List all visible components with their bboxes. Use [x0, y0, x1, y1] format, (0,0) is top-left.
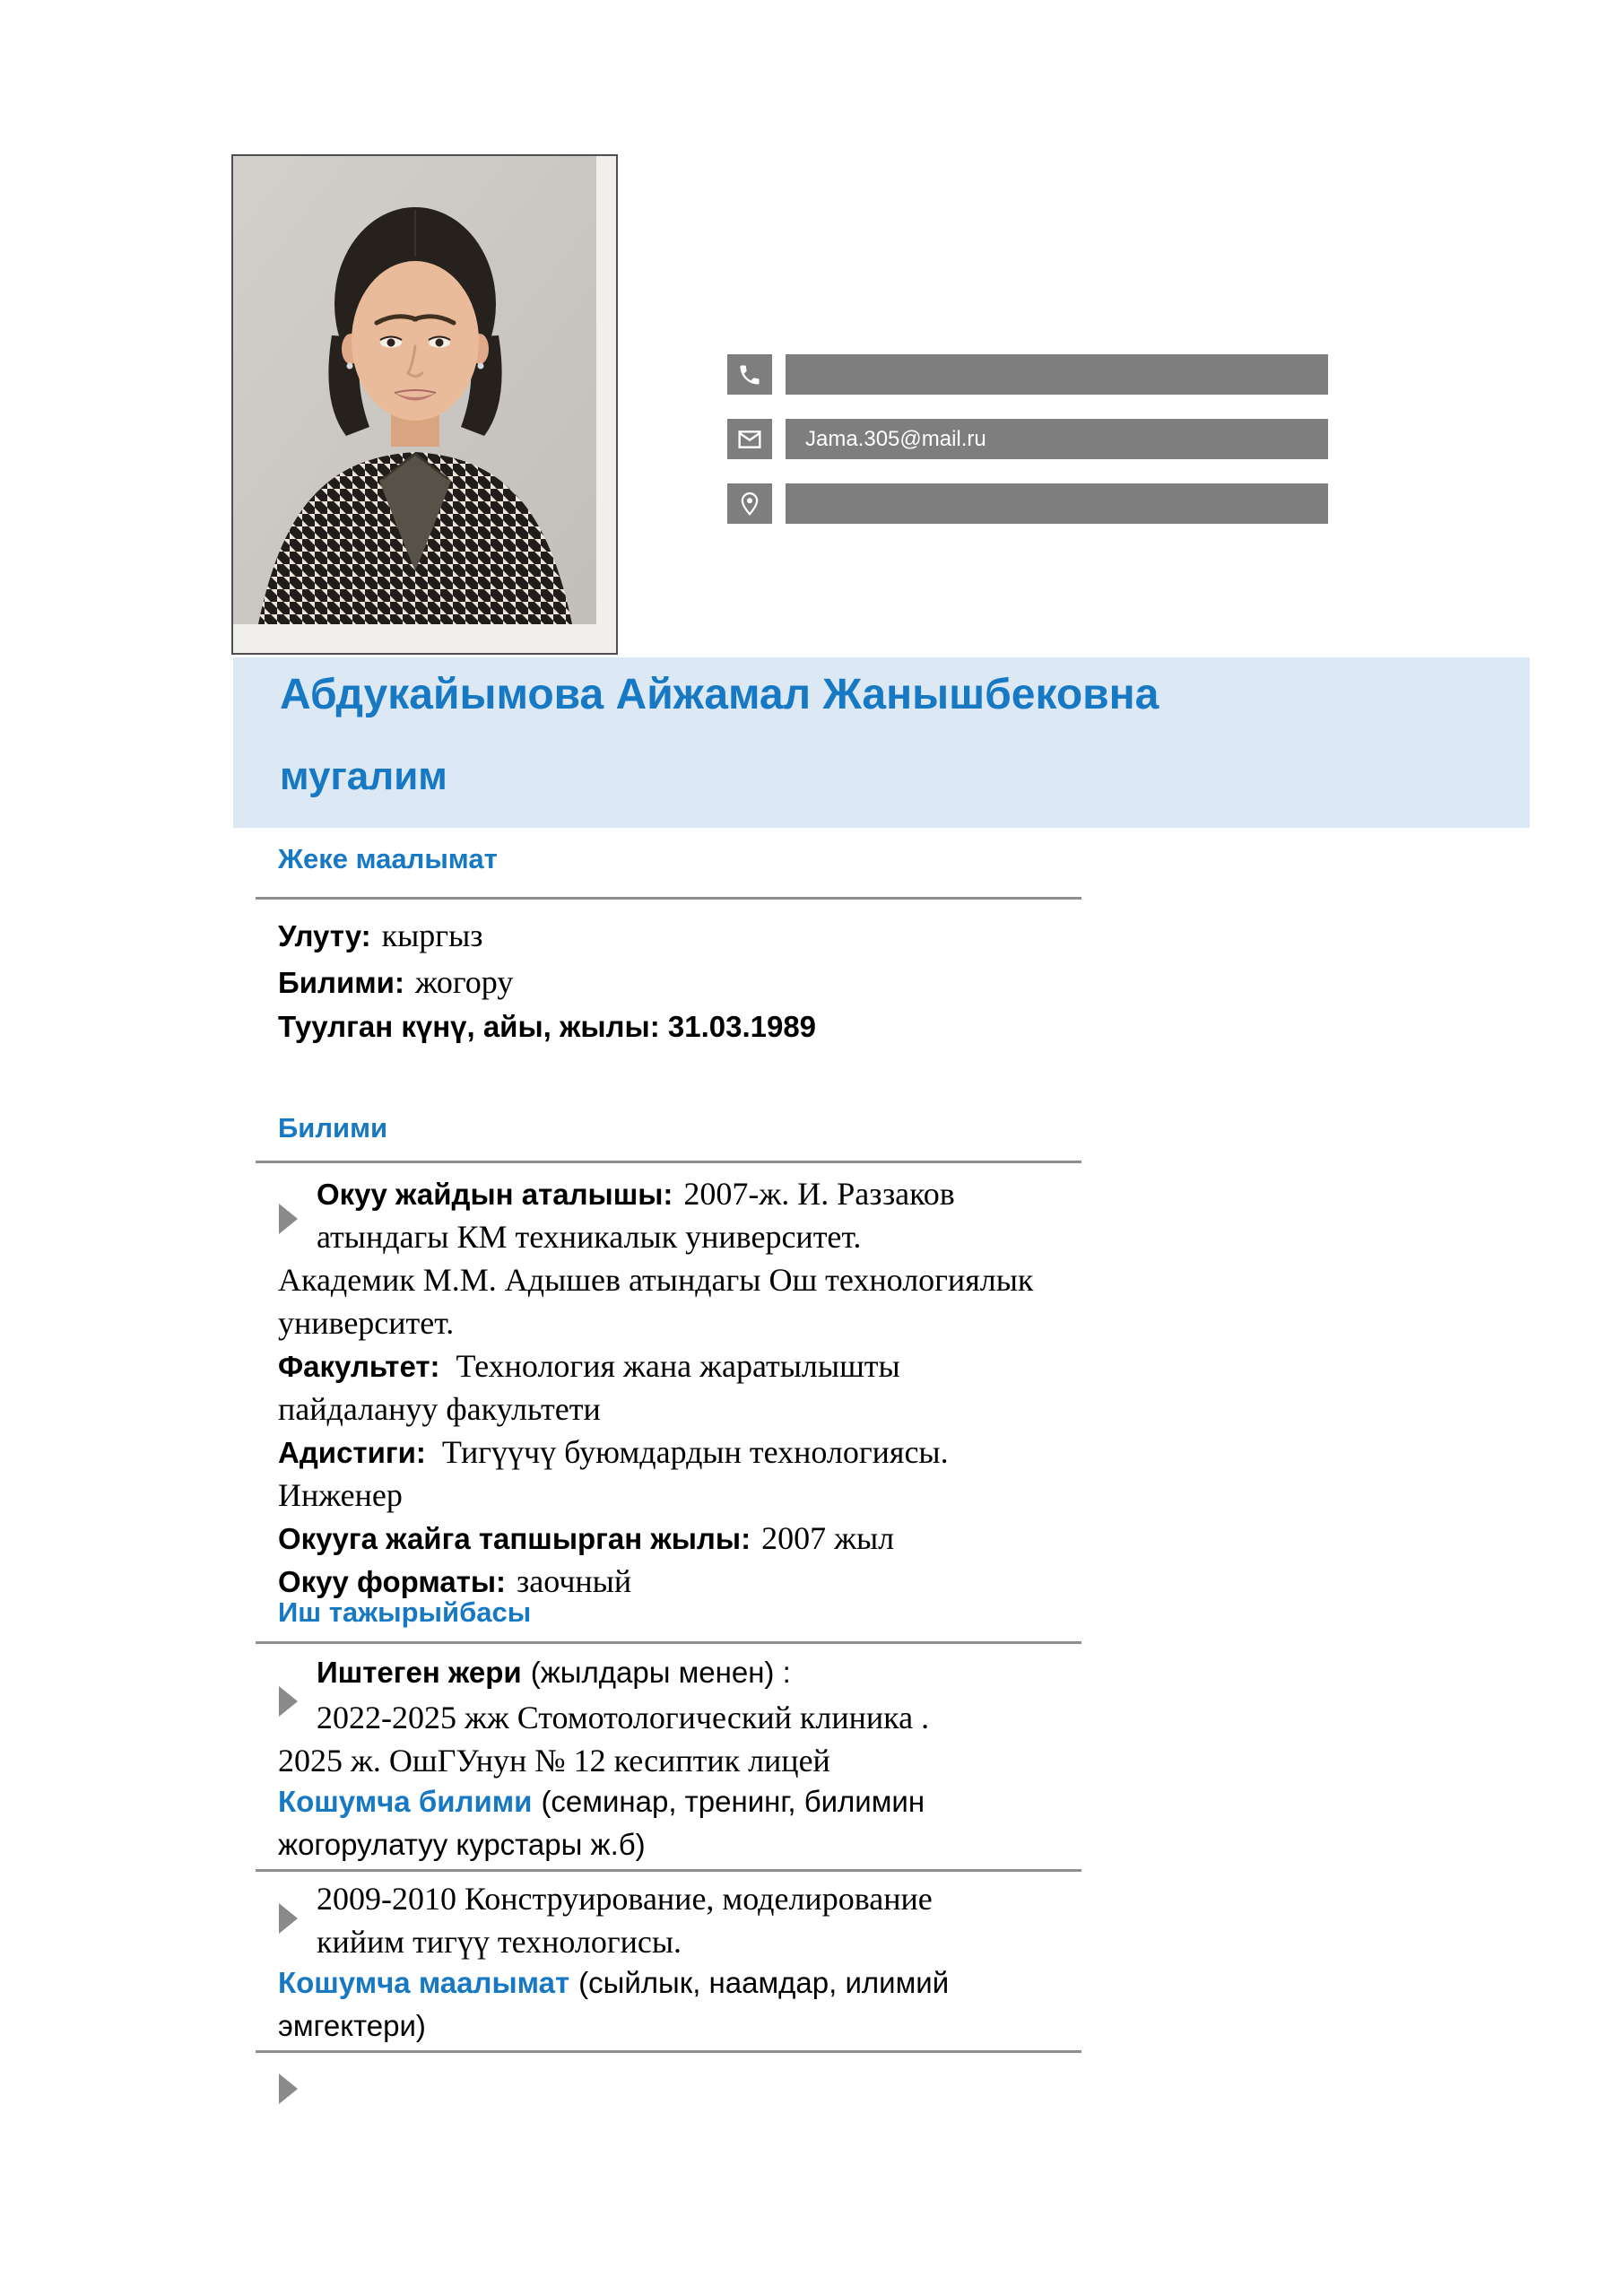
- field-note: (семинар, тренинг, билимин: [541, 1785, 925, 1818]
- field-note: (сыйлык, наамдар, илимий: [578, 1966, 950, 1999]
- field-label: Билими:: [278, 966, 404, 999]
- education-line: атындагы КМ техникалык университет.: [317, 1219, 862, 1255]
- work-line: 2025 ж. ОшГУнун № 12 кесиптик лицей: [278, 1743, 830, 1779]
- education-line: [278, 1347, 900, 1385]
- education-line: пайдалануу факультети: [278, 1391, 601, 1427]
- personal-row: [278, 963, 513, 1001]
- extra-info-line: эмгектери): [278, 2009, 426, 2042]
- course-line: кийим тигүү технологисы.: [317, 1924, 682, 1960]
- field-value: кыргыз: [381, 918, 483, 953]
- education-line: [317, 1175, 955, 1213]
- field-label: Факультет:: [278, 1350, 440, 1383]
- email-value-bar: Jama.305@mail.ru: [786, 419, 1328, 459]
- course-line: 2009-2010 Конструирование, моделирование: [317, 1881, 933, 1917]
- subheading-extra-education: Кошумча билими: [278, 1785, 533, 1818]
- field-value: Технология жана жаратылышты: [456, 1348, 900, 1384]
- field-label: Иштеген жери: [317, 1656, 522, 1689]
- field-label: Адистиги:: [278, 1436, 426, 1469]
- work-line: [278, 1785, 925, 1819]
- section-heading-personal: Жеке маалымат: [278, 843, 498, 874]
- work-line: жогорулатуу курстары ж.б): [278, 1828, 646, 1861]
- location-pin-icon: [727, 483, 772, 524]
- phone-value-bar: [786, 354, 1328, 395]
- section-rule: [256, 2050, 1081, 2053]
- section-heading-education: Билими: [278, 1112, 388, 1144]
- personal-row: [278, 1010, 816, 1044]
- field-label: Окуу форматы:: [278, 1565, 507, 1598]
- bullet-arrow-icon: [279, 1903, 298, 1934]
- section-rule: [256, 1161, 1081, 1163]
- field-label: Окуу жайдын аталышы:: [317, 1178, 673, 1211]
- section-rule: [256, 897, 1081, 900]
- extra-info-line: [278, 1966, 949, 2000]
- field-value: 2007 жыл: [761, 1520, 895, 1556]
- education-line: [278, 1433, 949, 1471]
- work-line: 2022-2025 жж Стомотологический клиника .: [317, 1700, 930, 1735]
- portrait-image: [233, 156, 596, 624]
- name-banner: [233, 657, 1530, 828]
- bullet-arrow-icon: [279, 1686, 298, 1717]
- bullet-arrow-icon: [279, 2074, 298, 2104]
- field-value: Тигүүчү буюмдардын технологиясы.: [441, 1434, 949, 1470]
- education-line: [278, 1519, 894, 1557]
- location-value-bar: [786, 483, 1328, 524]
- person-title: мугалим: [280, 754, 447, 798]
- education-line: Академик М.М. Адышев атындагы Ош технологиялык: [278, 1262, 1034, 1298]
- education-line: университет.: [278, 1305, 455, 1341]
- person-name: Абдукайымова Айжамал Жанышбековна: [280, 671, 1159, 718]
- field-note: (жылдары менен) :: [530, 1656, 791, 1689]
- phone-icon: [727, 354, 772, 395]
- education-line: [278, 1562, 631, 1600]
- profile-photo: [231, 154, 618, 655]
- section-rule: [256, 1869, 1081, 1872]
- education-line: Инженер: [278, 1477, 403, 1513]
- subheading-extra-info: Кошумча маалымат: [278, 1966, 570, 1999]
- field-label: Окууга жайга тапшырган жылы:: [278, 1522, 751, 1555]
- field-value: 2007-ж. И. Раззаков: [683, 1176, 955, 1212]
- work-line: [317, 1656, 791, 1690]
- field-label: Туулган күнү, айы, жылы: 31.03.1989: [278, 1010, 817, 1043]
- section-heading-work: Иш тажырыйбасы: [278, 1596, 532, 1628]
- field-label: Улуту:: [278, 919, 371, 952]
- field-value: жогору: [414, 964, 514, 1000]
- personal-row: [278, 917, 482, 954]
- email-icon: [727, 419, 772, 459]
- section-rule: [256, 1641, 1081, 1644]
- bullet-arrow-icon: [279, 1204, 298, 1234]
- field-value: заочный: [517, 1563, 632, 1599]
